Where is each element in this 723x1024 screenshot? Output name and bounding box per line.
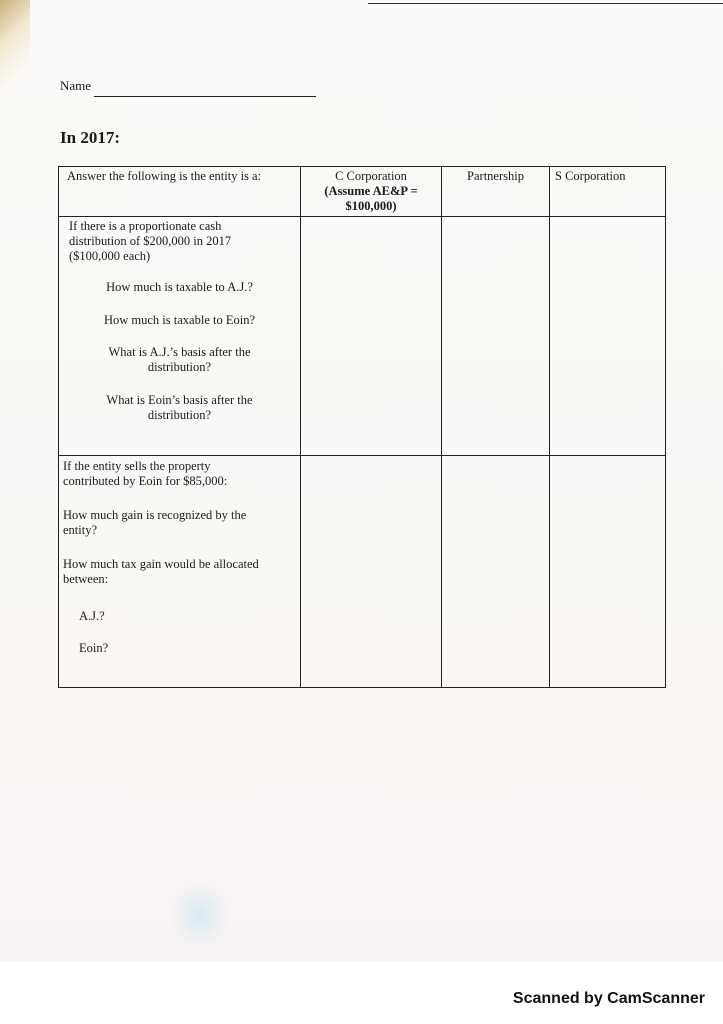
name-underline [94,96,316,97]
column-divider [441,167,442,687]
property-sale-intro [63,459,227,489]
distribution-intro-line3: ($100,000 each) [69,249,151,263]
c-corp-note-line1: (Assume AE&P = [324,184,418,198]
c-corp-note-line2: $100,000) [345,199,397,213]
question-gain-allocation-line2: between: [63,572,109,586]
c-corp-title: C Corporation [335,169,407,183]
property-sale-intro-line2: contributed by Eoin for $85,000: [63,474,228,488]
row-divider [59,216,665,217]
question-eoin-basis-line2: distribution? [147,408,212,422]
distribution-intro-line2: distribution of $200,000 in 2017 [69,234,232,248]
column-header-c-corporation [301,169,441,214]
question-gain-allocation [63,557,259,587]
header-prompt: Answer the following is the entity is a: [67,169,262,183]
column-divider [549,167,550,687]
column-divider [300,167,301,687]
question-aj-basis [59,345,300,375]
question-gain-recognized-line2: entity? [63,523,98,537]
question-aj-basis-line2: distribution? [147,360,212,374]
column-header-s-corporation: S Corporation [555,169,626,183]
distribution-intro-line1: If there is a proportionate cash [69,219,222,233]
question-taxable-eoin: How much is taxable to Eoin? [103,313,255,327]
page-corner-shadow [0,0,30,90]
row-divider [59,455,665,456]
property-sale-intro-line1: If the entity sells the property [63,459,211,473]
allocation-eoin: Eoin? [79,641,109,655]
question-gain-allocation-line1: How much tax gain would be allocated [63,557,259,571]
question-eoin-basis [59,393,300,423]
question-aj-basis-line1: What is A.J.’s basis after the [108,345,251,359]
question-taxable-aj: How much is taxable to A.J.? [106,280,253,294]
column-header-partnership: Partnership [467,169,524,183]
question-gain-recognized [63,508,246,538]
camscanner-watermark: Scanned by CamScanner [512,990,705,1007]
scan-smudge [170,880,230,950]
year-heading: In 2017: [60,128,120,147]
top-edge-rule [368,3,723,4]
entity-comparison-table [58,166,666,688]
name-label: Name [60,78,92,93]
question-gain-recognized-line1: How much gain is recognized by the [63,508,247,522]
allocation-aj: A.J.? [79,609,105,623]
question-eoin-basis-line1: What is Eoin’s basis after the [106,393,253,407]
distribution-intro [69,219,231,264]
